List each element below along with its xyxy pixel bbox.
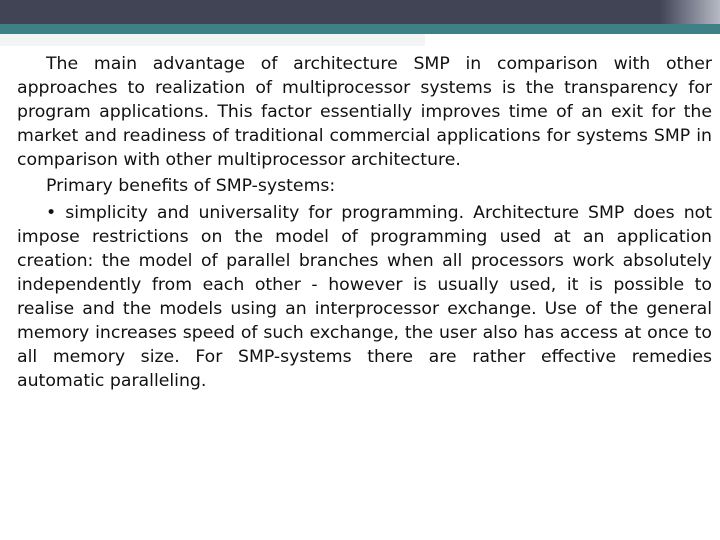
slide-body (17, 52, 712, 393)
top-banner-gradient (660, 0, 720, 24)
top-banner (0, 0, 720, 24)
accent-shadow (0, 34, 425, 46)
paragraph-smp-advantage: The main advantage of architecture SMP in comparison with other approaches to realization of multiprocessor systems is the transparency for program applications. This factor essentially improves time of an exit for the market and readiness of traditional commercial applications for systems SMP in comparison with other multiprocessor architecture. (17, 54, 712, 171)
accent-stripe (0, 24, 720, 34)
paragraph-benefit-simplicity: • simplicity and universality for programming. Architecture SMP does not impose restrictions on the model of programming used at an application creation: the model of parallel branches when all processors work absolutely independently from each other - however is usually used, it is possible to realise and the models using an interprocessor exchange. Use of the general memory increases speed of such exchange, the user also has access at once to all memory size. For SMP-systems there are rather effective remedies automatic paralleling. (17, 202, 712, 392)
paragraph-benefits-heading: Primary benefits of SMP-systems: (46, 176, 336, 197)
